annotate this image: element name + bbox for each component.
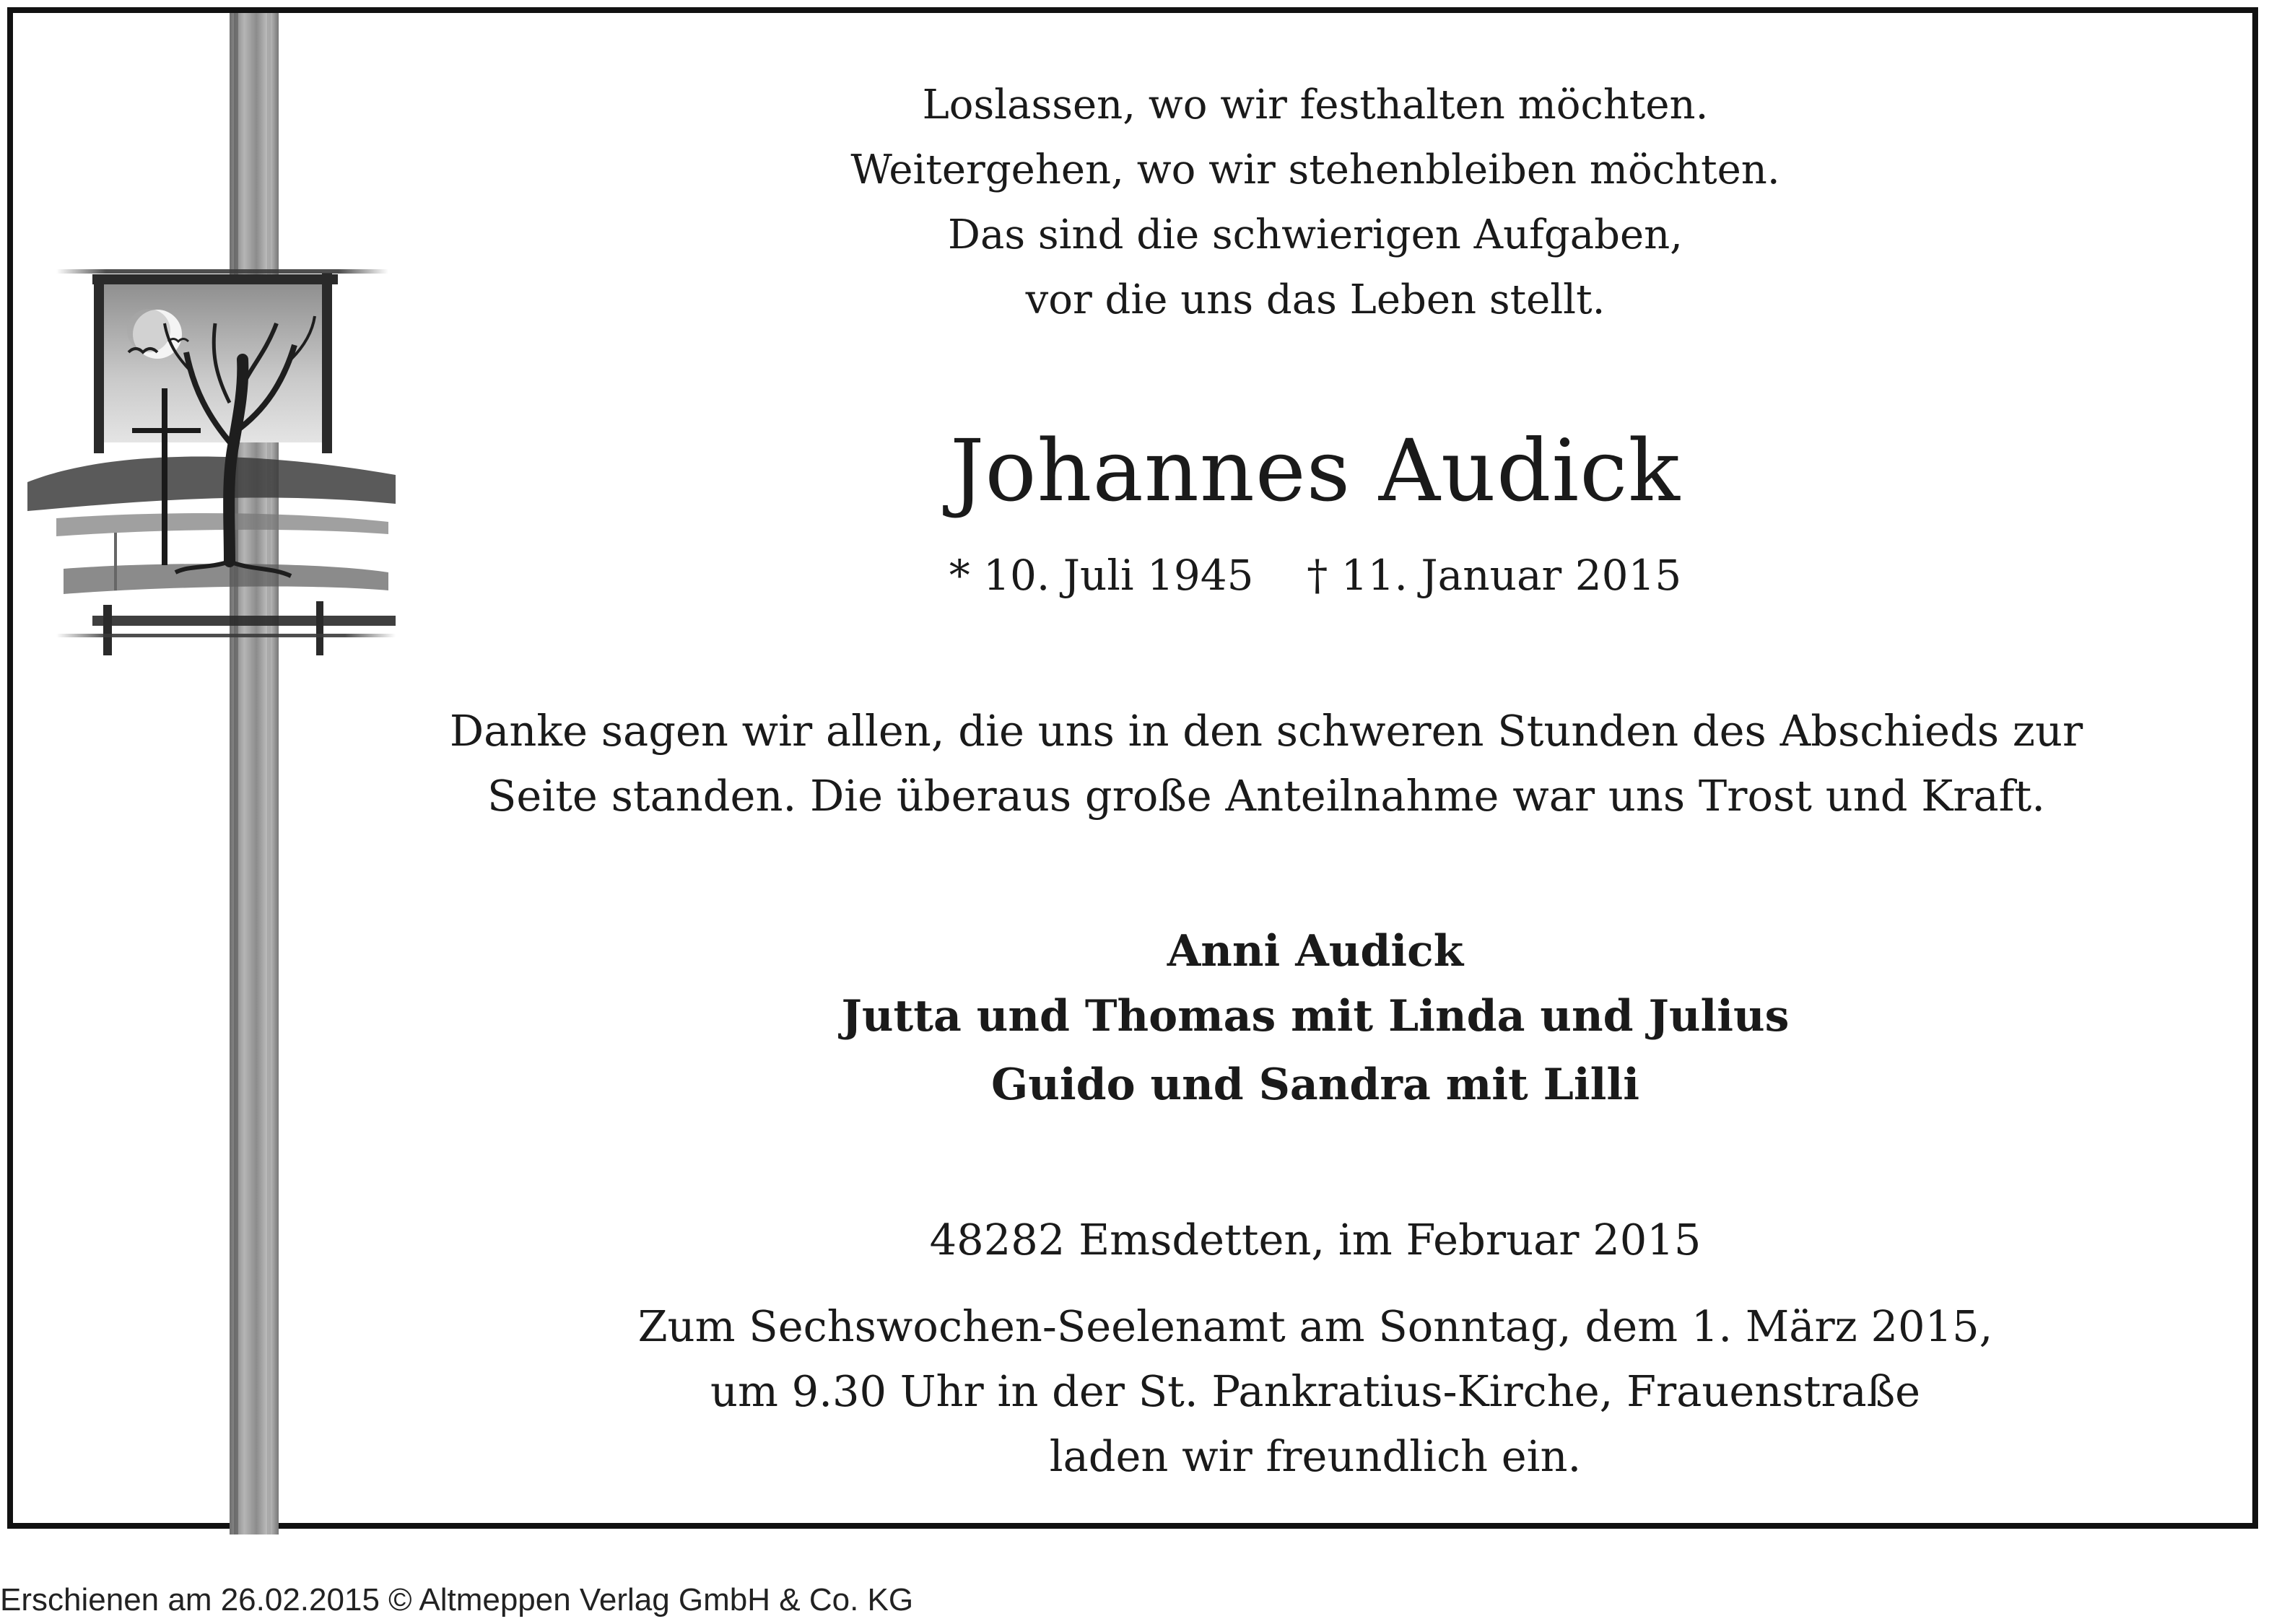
family-member: Guido und Sandra mit Lilli: [990, 1060, 1640, 1110]
poem-line: Das sind die schwierigen Aufgaben,: [948, 211, 1683, 258]
service-line: um 9.30 Uhr in der St. Pankratius-Kirche, Frauenstraße: [710, 1366, 1921, 1416]
family-member: Jutta und Thomas mit Linda und Julius: [841, 991, 1790, 1042]
poem-line: vor die uns das Leben stellt.: [1025, 276, 1606, 323]
place-date: 48282 Emsdetten, im Februar 2015: [929, 1215, 1702, 1265]
publication-footer: Erschienen am 26.02.2015 © Altmeppen Verlag GmbH & Co. KG: [0, 1582, 914, 1618]
poem-line: Loslassen, wo wir festhalten möchten.: [922, 82, 1709, 128]
notice-text: [316, 13, 2258, 1534]
family-member: Anni Audick: [1167, 926, 1464, 977]
service-line: Zum Sechswochen-Seelenamt am Sonntag, dem 1. März 2015,: [637, 1301, 1993, 1351]
obituary-notice: [7, 7, 2258, 1529]
poem-line: Weitergehen, wo wir stehenbleiben möchten.: [850, 147, 1780, 193]
deceased-name: Johannes Audick: [950, 421, 1681, 520]
life-dates: * 10. Juli 1945 † 11. Januar 2015: [949, 551, 1682, 600]
thanks-line: Danke sagen wir allen, die uns in den schweren Stunden des Abschieds zur: [449, 706, 2083, 756]
thanks-line: Seite standen. Die überaus große Anteilnahme war uns Trost und Kraft.: [487, 771, 2045, 821]
service-line: laden wir freundlich ein.: [1049, 1431, 1582, 1481]
